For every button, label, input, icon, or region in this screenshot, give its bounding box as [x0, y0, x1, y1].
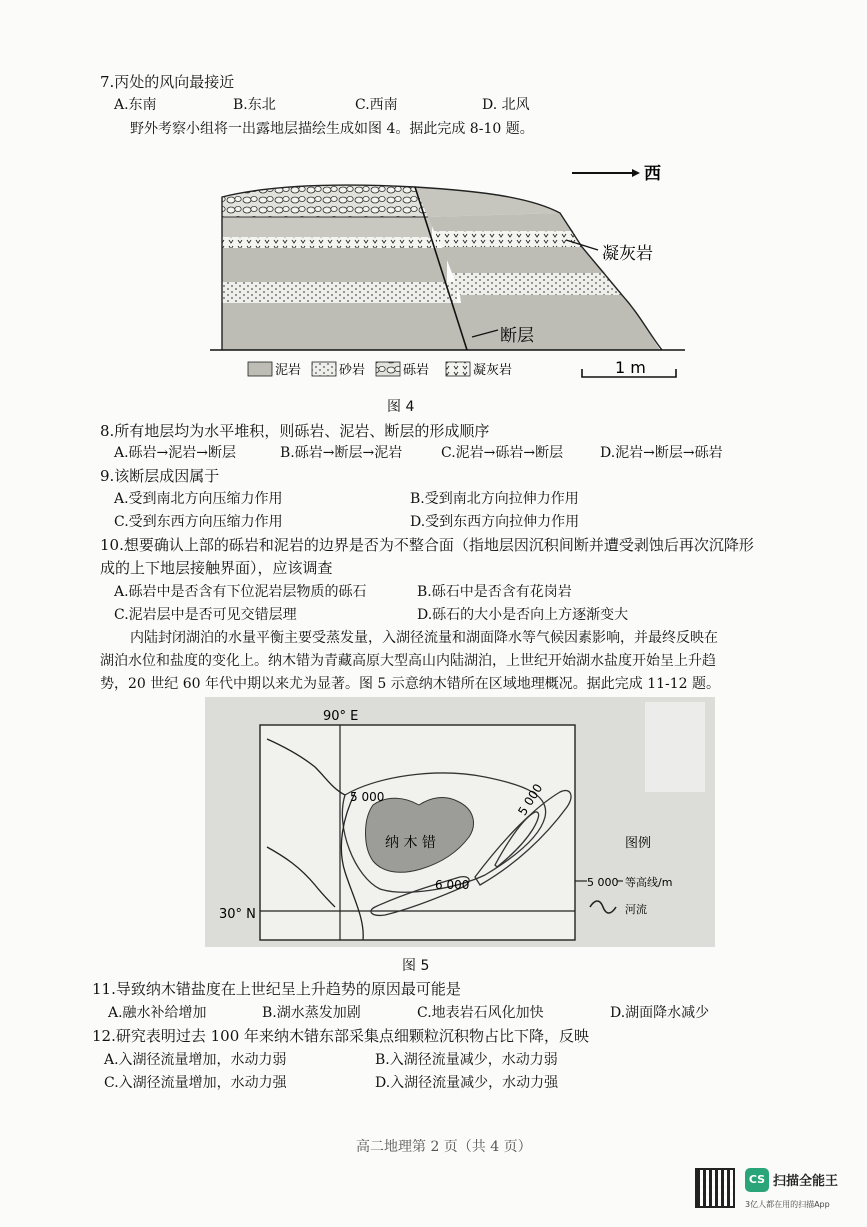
q7-option-a: A.东南 [114, 97, 157, 113]
q8-option-a: A.砾岩→泥岩→断层 [114, 445, 237, 461]
legend-conglomerate: 砾岩 [403, 363, 430, 378]
q12-option-a: A.入湖径流量增加，水动力弱 [104, 1052, 287, 1068]
legend-title: 图例 [625, 836, 652, 851]
legend-contour-value: 5 000 [587, 876, 619, 889]
q9-option-c: C.受到东西方向压缩力作用 [114, 514, 283, 530]
legend-conglomerate-swatch [376, 362, 400, 376]
fig4-caption: 图 4 [387, 399, 415, 415]
q9-option-b: B.受到南北方向拉伸力作用 [410, 491, 579, 507]
scanner-tagline: 3亿人都在用的扫描App [745, 1200, 830, 1209]
q12-option-c: C.入湖径流量增加，水动力强 [104, 1075, 287, 1091]
fig5-intro-line2: 湖泊水位和盐度的变化上。纳木错为青藏高原大型高山内陆湖泊，上世纪开始湖水盐度开始呈上升趋 [100, 653, 716, 669]
q12-stem: 12.研究表明过去 100 年来纳木错东部采集点细颗粒沉积物占比下降，反映 [92, 1027, 590, 1045]
q8-stem: 8.所有地层均为水平堆积，则砾岩、泥岩、断层的形成顺序 [100, 422, 490, 440]
legend-sandstone: 砂岩 [339, 363, 366, 378]
q11-option-a: A.融水补给增加 [108, 1005, 207, 1021]
q11-option-d: D.湖面降水减少 [610, 1005, 710, 1021]
legend-mudstone-swatch [248, 362, 272, 376]
page-footer: 高二地理第 2 页（共 4 页） [356, 1139, 532, 1155]
q9-option-a: A.受到南北方向压缩力作用 [114, 491, 283, 507]
fig5-caption: 图 5 [402, 958, 430, 974]
q7-option-b: B.东北 [233, 97, 276, 113]
q8-option-c: C.泥岩→砾岩→断层 [441, 445, 564, 461]
fig4-intro: 野外考察小组将一出露地层描绘生成如图 4。据此完成 8-10 题。 [130, 121, 534, 137]
q10-stem-line1: 10.想要确认上部的砾岩和泥岩的边界是否为不整合面（指地层因沉积间断并遭受剥蚀后再次沉降形 [100, 536, 754, 554]
legend-mudstone: 泥岩 [275, 363, 302, 378]
q11-stem: 11.导致纳木错盐度在上世纪呈上升趋势的原因最可能是 [92, 980, 461, 998]
fig5-intro-line3: 势，20 世纪 60 年代中期以来尤为显著。图 5 示意纳木错所在区域地理概况。据此完成 11-12 题。 [100, 676, 721, 692]
q10-option-c: C.泥岩层中是否可见交错层理 [114, 607, 297, 623]
tuff-label: 凝灰岩 [602, 244, 653, 264]
legend-contour: 等高线/m [625, 876, 673, 889]
strata-figure [210, 155, 690, 390]
q10-option-a: A.砾岩中是否含有下位泥岩层物质的砾石 [114, 584, 367, 600]
q12-option-d: D.入湖径流量减少，水动力强 [375, 1075, 559, 1091]
contour-label-5000-b: 5 000 [515, 781, 546, 818]
q10-option-d: D.砾石的大小是否向上方逐渐变大 [417, 607, 629, 623]
direction-label: 西 [644, 164, 661, 184]
q11-option-b: B.湖水蒸发加剧 [262, 1005, 361, 1021]
scanner-app-name: 扫描全能王 [773, 1174, 839, 1189]
legend-river: 河流 [625, 903, 647, 916]
legend-tuff: 凝灰岩 [473, 363, 513, 378]
q9-stem: 9.该断层成因属于 [100, 467, 220, 485]
contour-label-6000: 6 000 [435, 878, 470, 892]
legend-tuff-swatch [446, 362, 470, 376]
fault-label: 断层 [500, 326, 534, 346]
q8-option-d: D.泥岩→断层→砾岩 [600, 445, 723, 461]
lat-label: 30° N [219, 907, 256, 922]
scanner-logo-icon: CS [745, 1168, 769, 1192]
fig5-intro-line1: 内陆封闭湖泊的水量平衡主要受蒸发量，入湖径流量和湖面降水等气候因素影响，并最终反映在 [130, 630, 718, 646]
q10-stem-line2: 成的上下地层接触界面），应该调查 [100, 559, 333, 577]
q8-option-b: B.砾岩→断层→泥岩 [280, 445, 403, 461]
qr-code [695, 1168, 735, 1208]
scale-label: 1 m [615, 358, 646, 377]
q9-option-d: D.受到东西方向拉伸力作用 [410, 514, 580, 530]
q7-option-d: D. 北风 [482, 97, 530, 113]
lake-label: 纳 木 错 [385, 835, 436, 851]
q7-option-c: C.西南 [355, 97, 398, 113]
q10-option-b: B.砾石中是否含有花岗岩 [417, 584, 572, 600]
q7-stem: 7.丙处的风向最接近 [100, 73, 235, 91]
lon-label: 90° E [323, 709, 359, 724]
q11-option-c: C.地表岩石风化加快 [417, 1005, 544, 1021]
q12-option-b: B.入湖径流量减少，水动力弱 [375, 1052, 558, 1068]
contour-label-5000-a: 5 000 [350, 790, 385, 804]
legend-sandstone-swatch [312, 362, 336, 376]
namtso-map [205, 697, 715, 947]
